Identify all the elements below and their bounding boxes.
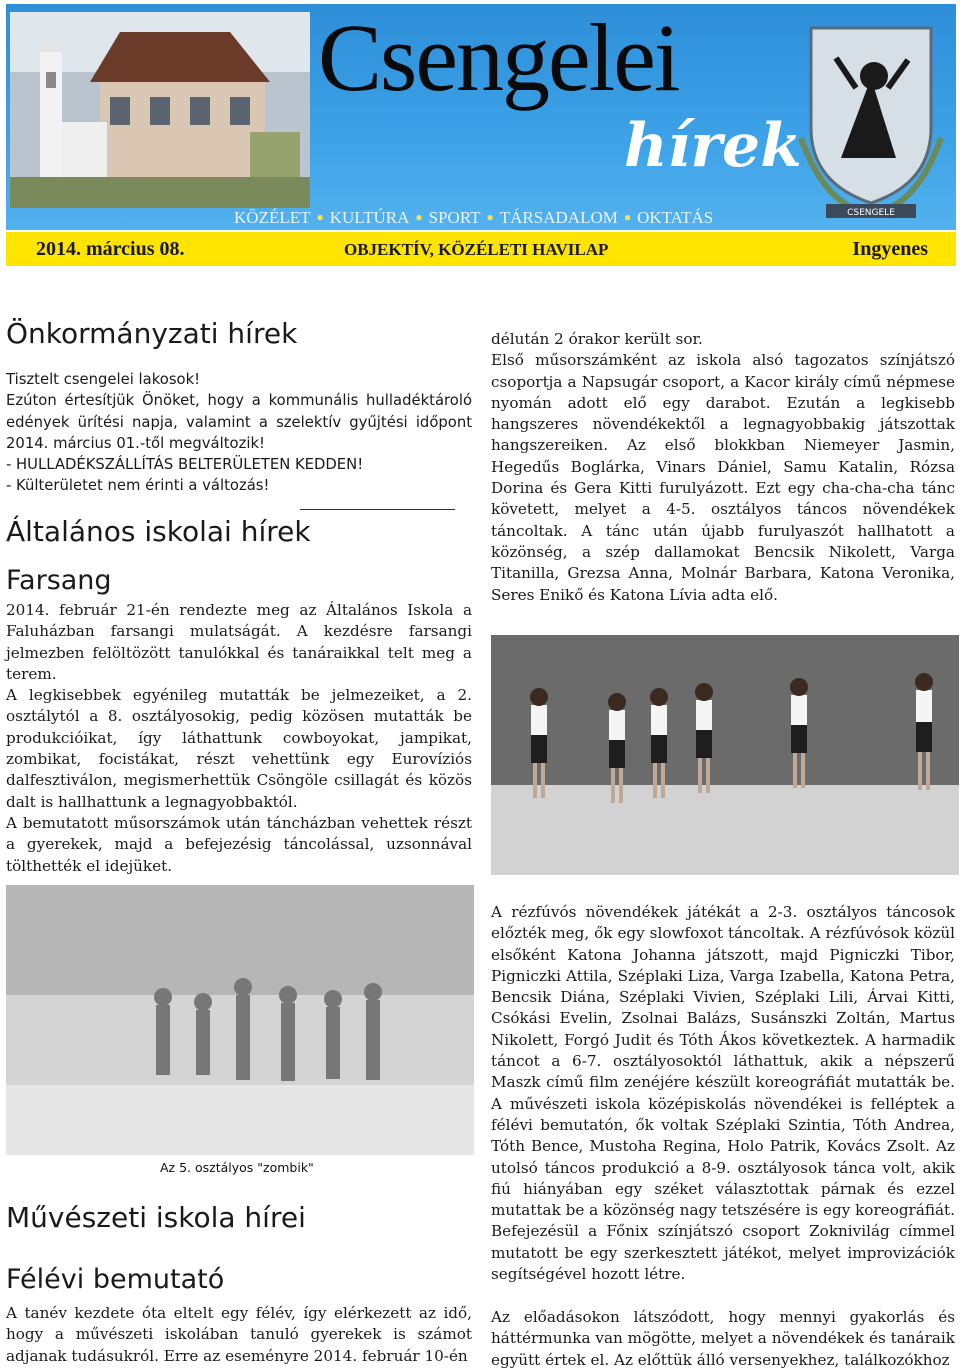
topic-oktatas: OKTATÁS — [637, 208, 714, 227]
bemutato-article-part3 — [491, 1307, 955, 1371]
subheading-farsang: Farsang — [6, 565, 112, 596]
topic-sport: SPORT — [428, 208, 481, 227]
photo-caption: Az 5. osztályos "zombik" — [160, 1160, 314, 1175]
masthead-title: Csengelei — [318, 4, 679, 111]
paragraph: A rézfúvós növendékek játékát a 2-3. osztályos táncosok előzték meg, ők egy slowfoxot táncoltak. A rézfúvósok közül elsőként Katona Johanna játszott, majd Pigniczki Tibor, Pigniczki Attila, Széplaki Liza, Varga Izabella, Katona Petra, Bencsik Diána, Széplaki Vivien, Széplaki Lili, Árvai Kitti, Csókási Evelin, Zsolnai Balázs, Susánszki Zoltán, Martus Nikolett, Forgó Judit és Tóth Ákos következtek. A harmadik táncot a 6-7. osztályosoktól láthattuk, akik a népszerű Maszk című film zenéjére készült koreográfiát mutatták be. A művészeti iskola középiskolás növendékei is felléptek a félévi bemutatón, ők voltak Széplaki Szintia, Tóth Andrea, Tóth Bence, Mustoha Regina, Holo Patrik, Kovács Zsolt. Az utolsó táncos produkció a 8-9. osztályosok tánca volt, akik fiú hiányában egy széket választottak párnak és ezzel mutattak be a közönség nagy tetszésére is egy koreográfiát. Befejezésül a Főnix színjátszó csoport Zoknivilág címmel mutatott be egy szerkesztett játékot, melyet improvizációk segítségével hozott létre. — [491, 903, 955, 1284]
paragraph: - Külterületet nem érinti a változás! — [6, 477, 270, 495]
bullet-icon: ● — [486, 210, 494, 224]
topic-kozelet: KÖZÉLET — [234, 208, 311, 227]
topic-tarsadalom: TÁRSADALOM — [499, 208, 618, 227]
bemutato-article-part2 — [491, 902, 955, 1285]
paragraph: Ezúton értesítjük Önöket, hogy a kommunális hulladéktároló edények ürítési napja, valamint a szelektív gyűjtési időpont 2014. március 01.-től megváltozik! — [6, 392, 472, 452]
issue-date: 2014. március 08. — [36, 238, 185, 260]
topic-kultura: KULTÚRA — [329, 208, 410, 227]
paragraph: Az előadásokon látszódott, hogy mennyi gyakorlás és háttérmunka van mögötte, melyet a növendékek és tanáraik együtt értek el. Az előttük álló versenyekhez, találkozókhoz — [491, 1308, 955, 1369]
csengele-crest-logo — [796, 18, 946, 218]
section-heading-onkormanyzati: Önkormányzati hírek — [6, 317, 298, 350]
masthead-subtitle: hírek — [624, 111, 802, 181]
section-heading-muveszeti: Művészeti iskola hírei — [6, 1201, 306, 1234]
paragraph: Tisztelt csengelei lakosok! — [6, 371, 201, 388]
subheading-felevi: Félévi bemutató — [6, 1264, 225, 1295]
date-bar — [6, 232, 956, 266]
paragraph: A tanév kezdete óta eltelt egy félév, így elérkezett az idő, hogy a művészeti iskolában tanuló gyerekek is számot adjanak tudásukról. Erre az eseményre 2014. február 10-én — [6, 1304, 472, 1365]
paragraph: délután 2 órakor került sor. — [491, 330, 703, 348]
tagline: OBJEKTÍV, KÖZÉLETI HAVILAP — [344, 240, 609, 259]
bullet-icon: ● — [623, 210, 632, 224]
paragraph: Első műsorszámként az iskola alsó tagozatos színjátszó csoportja a Napsugár csoport, a Kacor király című népmese nyomán adott elő egy darabot. Ezután a legkisebb hangszeres növendékektől a legnagyobbakig játszottak hangszereiken. Az első blokkban Niemeyer Jasmin, Hegedűs Boglárka, Vinars Dániel, Samu Katalin, Rózsa Dorina és Gera Kitti furulyázott. Ezt egy cha-cha-cha tánc követett, melyet a 4-5. osztályos táncos növendékek táncoltak. A tánc után újabb furulyaszót hallhatott a közönség, a szép dallamokat Bencsik Nikolett, Varga Titanilla, Grezsa Anna, Molnár Barbara, Katona Veronika, Seres Enikő és Katona Lívia adta elő. — [491, 351, 955, 604]
muveszeti-article — [6, 1303, 472, 1367]
paragraph: - HULLADÉKSZÁLLÍTÁS BELTERÜLETEN KEDDEN! — [6, 456, 364, 474]
church-photo — [10, 12, 310, 208]
paragraph: 2014. február 21-én rendezte meg az Általános Iskola a Faluházban farsangi mulatságát. A kezdésre farsangi jelmezben felöltözött tanulókkal és tanáraikkal telt meg a terem. — [6, 601, 472, 683]
masthead-banner — [6, 4, 956, 230]
paragraph: A bemutatott műsorszámok után táncházban vehettek részt a gyerekek, majd a befejezésig táncolással, uzsonnával tölthették el idejüket. — [6, 813, 472, 875]
divider — [300, 509, 455, 510]
recorder-performance-photo — [491, 635, 959, 875]
paragraph: A legkisebbek egyénileg mutatták be jelmezeiket, a 2. osztálytól a 8. osztályosokig, pedig közösen mutatták be produkcióikat, így láthattunk cowboyokat, jampikat, zombikat, focistákat, részt vehettünk egy Eurovíziós dalfesztiválon, megismerhettük Csöngöle csillagát és közös dalt is hallhattunk a legnagyobbaktól. — [6, 686, 472, 811]
bullet-icon: ● — [316, 210, 324, 224]
onkormanyzati-article — [6, 369, 472, 497]
zombie-dance-photo — [6, 885, 474, 1155]
farsang-article — [6, 600, 472, 877]
topics-line — [234, 208, 713, 228]
bullet-icon: ● — [415, 210, 423, 224]
crest-text: CSENGELE — [847, 208, 895, 218]
price-label: Ingyenes — [852, 238, 928, 260]
bemutato-article-part1 — [491, 329, 955, 606]
section-heading-iskola: Általános iskolai hírek — [6, 515, 311, 548]
